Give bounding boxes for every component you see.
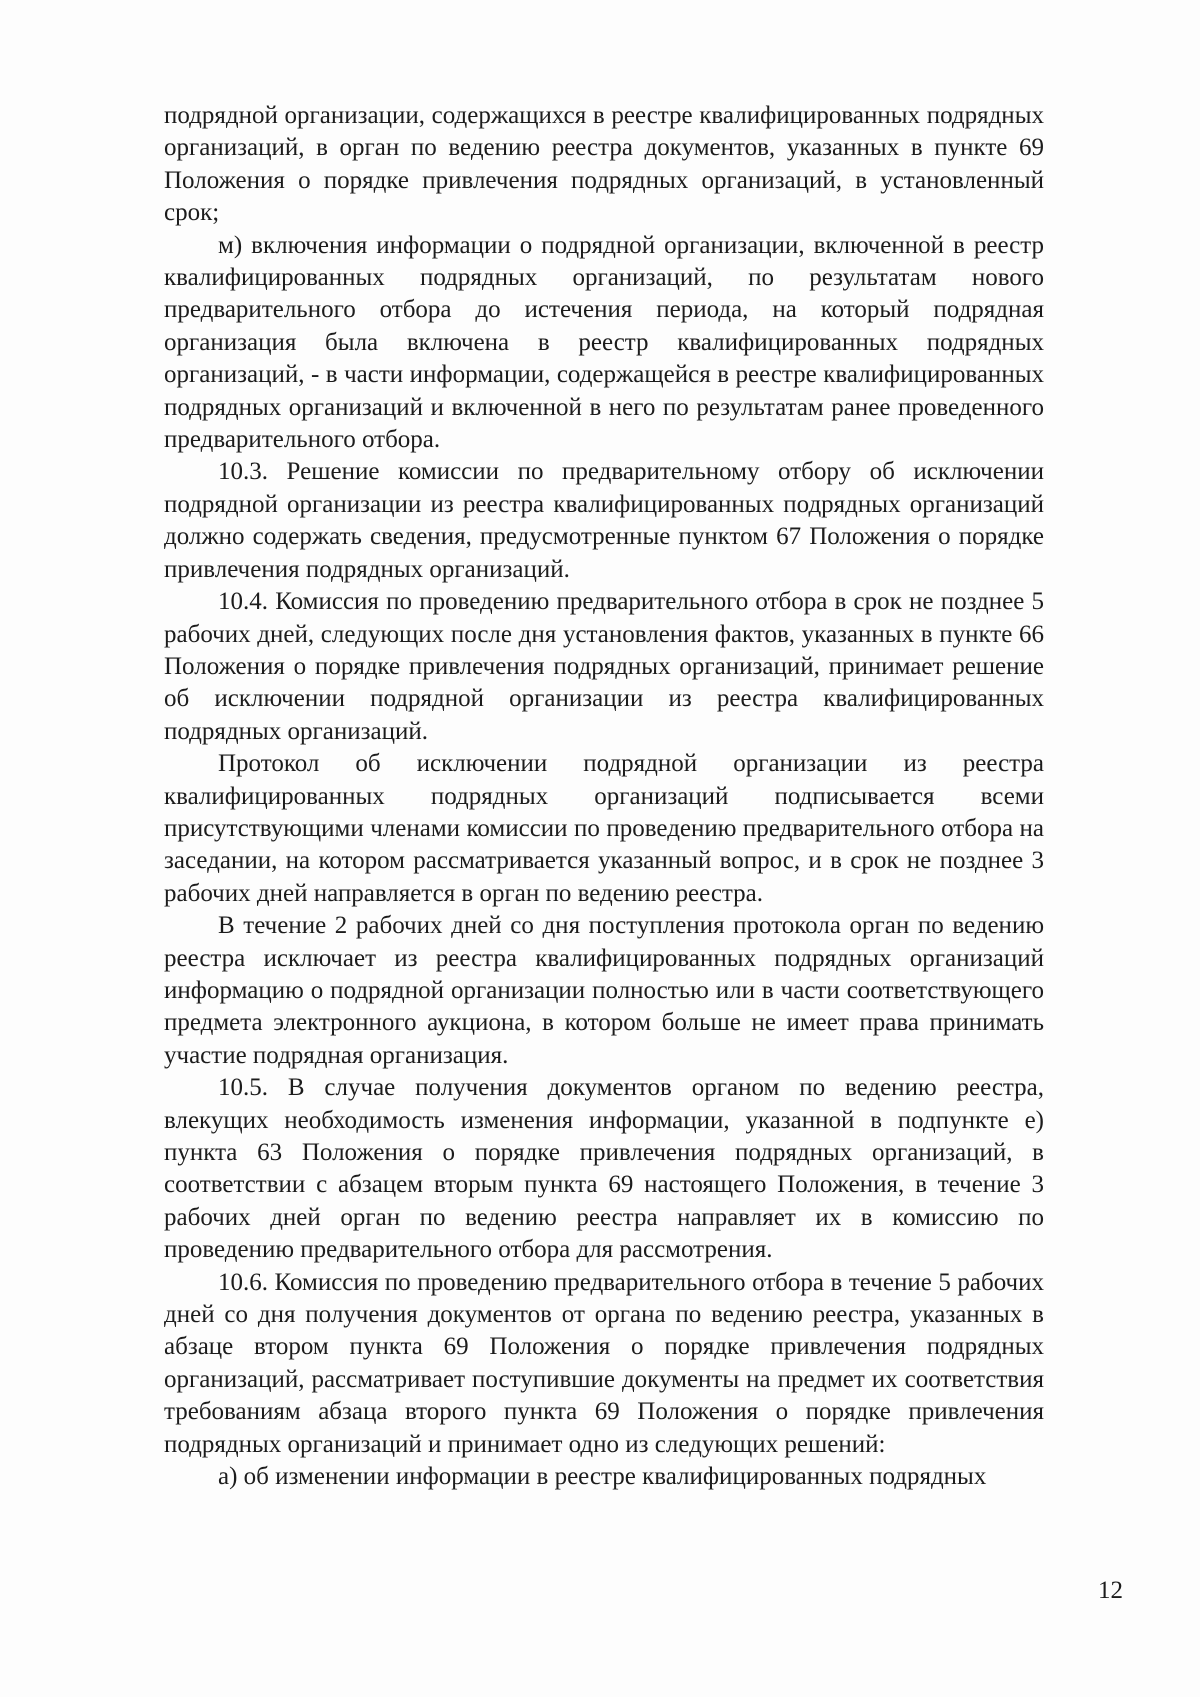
paragraph-exclusion-term: В течение 2 рабочих дней со дня поступления протокола орган по ведению реестра исключает из реестра квалифицированных подрядных организаций информацию о подрядной организации полностью или в части соответствующего предмета электронного аукциона, в котором больше не имеет права принимать участие подрядная организация.: [164, 912, 1044, 1069]
paragraph-item-a: а) об изменении информации в реестре квалифицированных подрядных: [218, 1463, 987, 1491]
paragraph-item-m: м) включения информации о подрядной организации, включенной в реестр квалифицированных подрядных организаций, по результатам нового предварительного отбора до истечения периода, на который подрядная организация была включена в реестр квалифицированных подрядных организаций, - в части информации, содержащейся в реестре квалифицированных подрядных организаций и включенной в него по результатам ранее проведенного предварительного отбора.: [164, 231, 1044, 454]
paragraph-continuation: подрядной организации, содержащихся в реестре квалифицированных подрядных организаций, в орган по ведению реестра документов, указанных в пункте 69 Положения о порядке привлечения подрядных организаций, в установленный срок;: [164, 102, 1044, 227]
paragraph-protocol: Протокол об исключении подрядной организации из реестра квалифицированных подрядных организаций подписывается всеми присутствующими членами комиссии по проведению предварительного отбора на заседании, на котором рассматривается указанный вопрос, и в срок не позднее 3 рабочих дней направляется в орган по ведению реестра.: [164, 750, 1044, 907]
document-body: [164, 100, 1044, 1493]
paragraph-10-3: 10.3. Решение комиссии по предварительному отбору об исключении подрядной организации из реестра квалифицированных подрядных организаций должно содержать сведения, предусмотренные пунктом 67 Положения о порядке привлечения подрядных организаций.: [164, 458, 1044, 583]
paragraph-10-6: 10.6. Комиссия по проведению предварительного отбора в течение 5 рабочих дней со дня получения документов от органа по ведению реестра, указанных в абзаце втором пункта 69 Положения о порядке привлечения подрядных организаций, рассматривает поступившие документы на предмет их соответствия требованиям абзаца второго пункта 69 Положения о порядке привлечения подрядных организаций и принимает одно из следующих решений:: [164, 1268, 1044, 1458]
page-number: 12: [1098, 1577, 1123, 1604]
paragraph-10-5: 10.5. В случае получения документов органом по ведению реестра, влекущих необходимость изменения информации, указанной в подпункте е) пункта 63 Положения о порядке привлечения подрядных организаций, в соответствии с абзацем вторым пункта 69 настоящего Положения, в течение 3 рабочих дней орган по ведению реестра направляет их в комиссию по проведению предварительного отбора для рассмотрения.: [164, 1074, 1044, 1264]
paragraph-10-4: 10.4. Комиссия по проведению предварительного отбора в срок не позднее 5 рабочих дней, следующих после дня установления фактов, указанных в пункте 66 Положения о порядке привлечения подрядных организаций, принимает решение об исключении подрядной организации из реестра квалифицированных подрядных организаций.: [164, 588, 1044, 745]
